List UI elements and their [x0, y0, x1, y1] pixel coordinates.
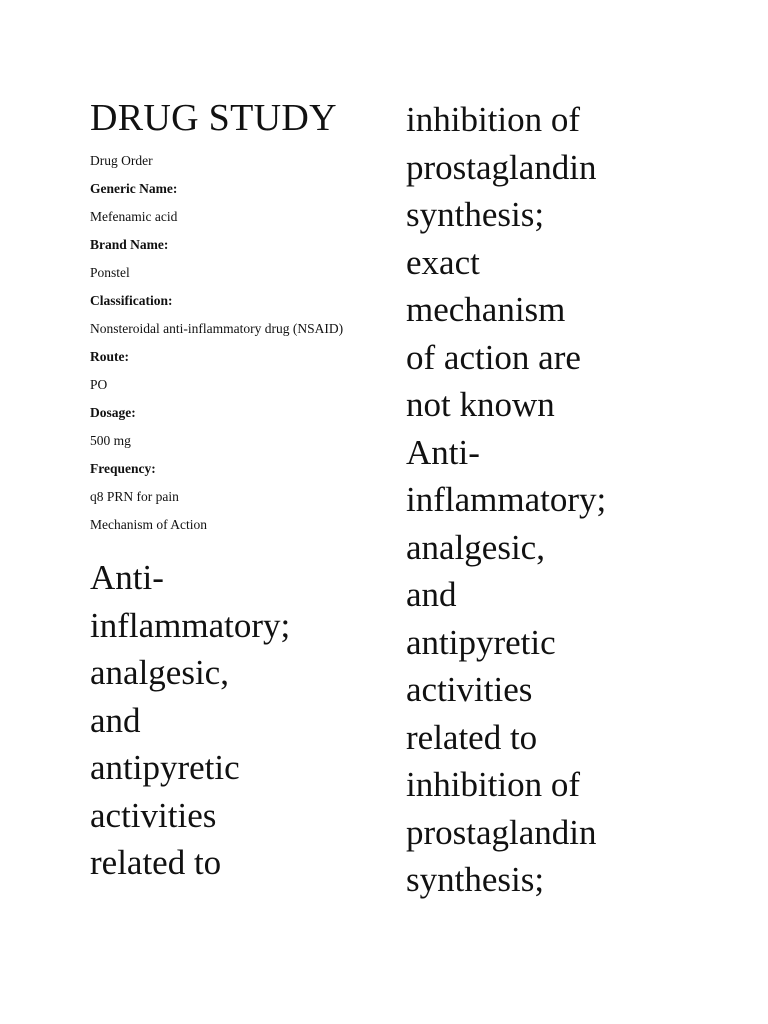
dosage-label: Dosage: [90, 405, 136, 420]
generic-name-value: Mefenamic acid [90, 209, 178, 224]
dosage-value: 500 mg [90, 433, 131, 448]
right-column [406, 96, 751, 904]
mechanism-body-right: inhibition of prostaglandin synthesis; exact mechanism of action are not known Anti- inflammatory; analgesic, and antipyretic activities related to inhibition of prostaglandin synthesis; [406, 100, 607, 899]
frequency-label: Frequency: [90, 461, 156, 476]
brand-name-label: Brand Name: [90, 237, 169, 252]
left-column [90, 96, 380, 887]
route-value: PO [90, 377, 108, 392]
route-label: Route: [90, 349, 129, 364]
classification-label: Classification: [90, 293, 173, 308]
mechanism-label: Mechanism of Action [90, 517, 207, 532]
classification-value: Nonsteroidal anti-inflammatory drug (NSAID) [90, 321, 344, 336]
mechanism-body-left: Anti- inflammatory; analgesic, and antipyretic activities related to [90, 558, 291, 882]
brand-name-value: Ponstel [90, 265, 130, 280]
drug-order-label: Drug Order [90, 153, 153, 168]
document-title: DRUG STUDY [90, 97, 337, 139]
frequency-value: q8 PRN for pain [90, 489, 179, 504]
generic-name-label: Generic Name: [90, 181, 178, 196]
